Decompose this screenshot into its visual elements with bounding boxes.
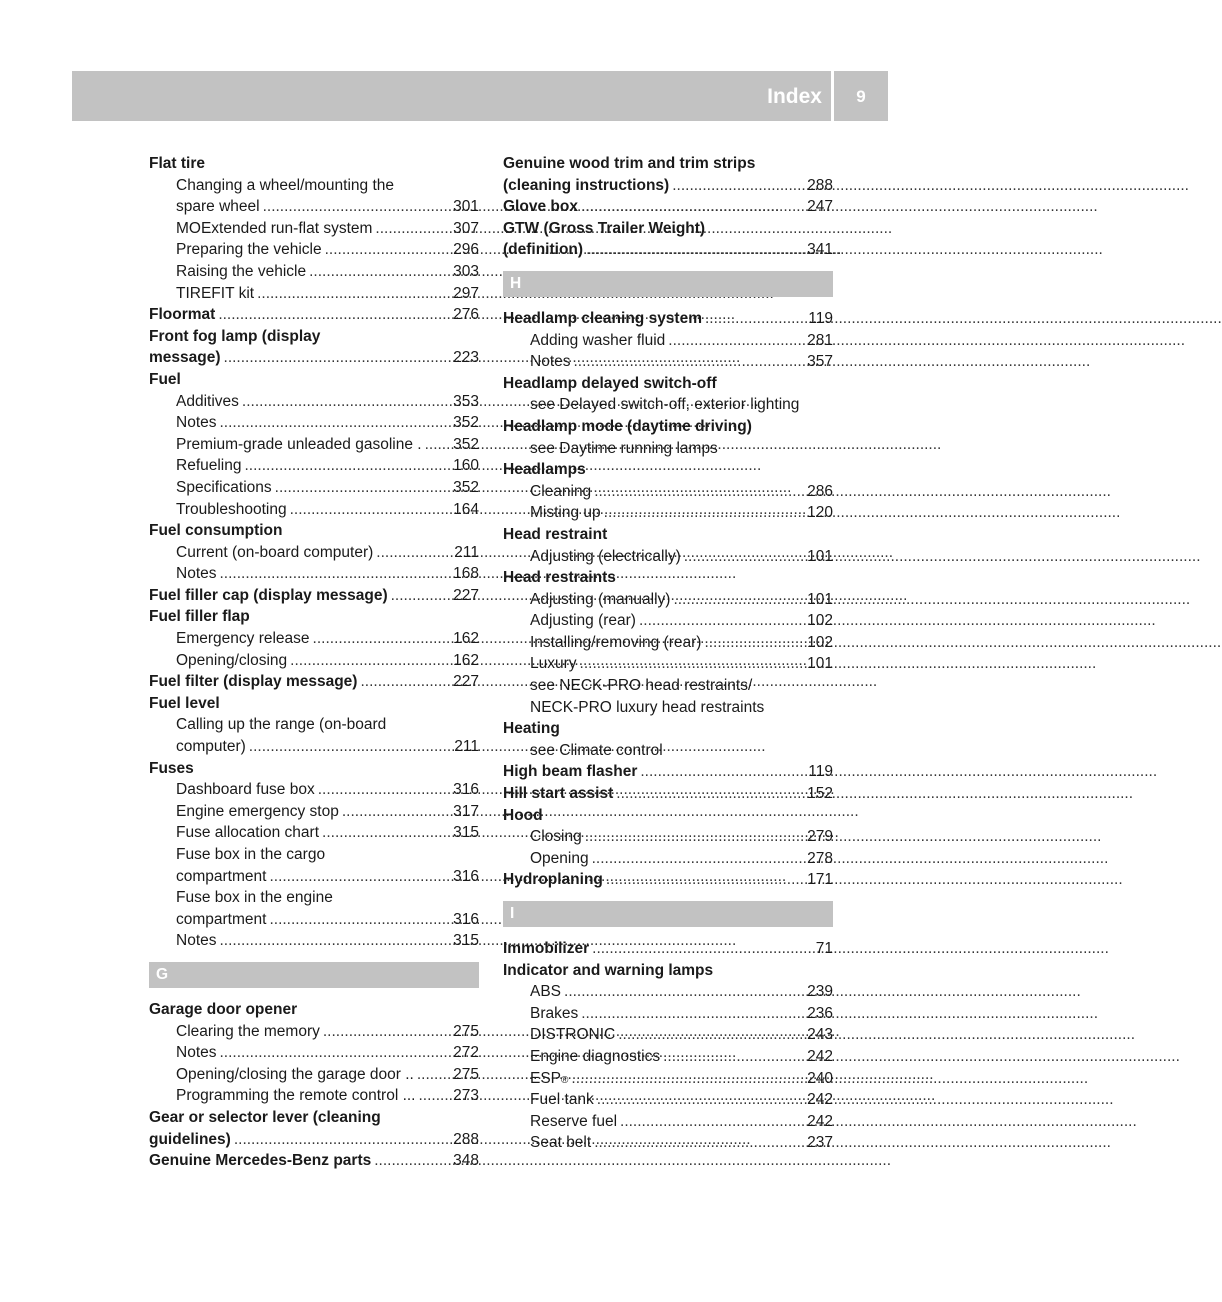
index-entry xyxy=(149,239,479,261)
index-heading: Headlamps xyxy=(503,461,586,479)
index-entry xyxy=(149,261,479,283)
page-reference-link[interactable]: 316 xyxy=(453,910,479,928)
index-entry xyxy=(503,481,833,503)
page-reference-link[interactable]: 352 xyxy=(453,435,479,453)
dot-leader xyxy=(668,330,804,352)
dot-leader xyxy=(245,455,451,477)
index-entry xyxy=(503,502,833,524)
index-entry xyxy=(503,1132,833,1154)
entry-label: Adjusting (manually) xyxy=(530,590,671,608)
section-letter: I xyxy=(503,901,833,927)
index-entry xyxy=(149,455,479,477)
dot-leader xyxy=(309,261,450,283)
dot-leader xyxy=(705,308,805,330)
page-reference-link[interactable]: 211 xyxy=(454,738,479,756)
dot-leader xyxy=(375,218,450,240)
entry-label: Emergency release xyxy=(176,630,310,648)
index-subentry: see Climate control xyxy=(530,741,663,759)
page-reference-link[interactable]: 278 xyxy=(807,849,833,867)
index-entry xyxy=(149,1021,479,1043)
entry-label: Closing xyxy=(530,828,582,846)
page-reference-link[interactable]: 120 xyxy=(807,504,833,522)
entry-label: ESP xyxy=(530,1069,562,1087)
index-heading: Fuel level xyxy=(149,694,220,712)
entry-label: Luxury xyxy=(530,655,577,673)
page-reference-link[interactable]: 275 xyxy=(453,1022,479,1040)
entry-label: TIREFIT kit xyxy=(176,284,255,302)
dot-leader xyxy=(220,412,451,434)
index-entry xyxy=(503,546,833,568)
index-column-right xyxy=(503,153,833,1154)
dot-leader xyxy=(249,736,452,758)
entry-label: ABS xyxy=(530,983,562,1001)
index-entry xyxy=(503,196,833,218)
index-entry xyxy=(149,628,479,650)
dot-leader xyxy=(597,1089,804,1111)
index-entry xyxy=(503,330,833,352)
dot-leader xyxy=(673,589,804,611)
entry-label: Programming the remote control ... xyxy=(176,1087,416,1105)
dot-leader xyxy=(290,499,451,521)
dot-leader xyxy=(592,848,805,870)
dot-leader xyxy=(581,196,804,218)
index-entry xyxy=(149,499,479,521)
dot-leader xyxy=(257,283,450,305)
page-reference-link[interactable]: 279 xyxy=(807,828,833,846)
index-subentry: see NECK-PRO head restraints/ xyxy=(530,677,753,695)
entry-label: computer) xyxy=(176,738,246,756)
page-reference-link[interactable]: 353 xyxy=(453,392,479,410)
entry-label: Fuel filler cap (display message) xyxy=(149,586,388,604)
index-heading: GTW (Gross Trailer Weight) xyxy=(503,219,706,237)
entry-label: Seat belt xyxy=(530,1134,592,1152)
dot-leader xyxy=(620,1111,804,1133)
entry-label: (definition) xyxy=(503,241,584,259)
page-reference-link[interactable]: 237 xyxy=(807,1134,833,1152)
entry-label: Brakes xyxy=(530,1004,579,1022)
index-entry xyxy=(149,1150,479,1172)
index-entry xyxy=(149,412,479,434)
dot-leader xyxy=(616,783,804,805)
entry-label: guidelines) xyxy=(149,1130,231,1148)
entry-label: Adjusting (electrically) xyxy=(530,547,681,565)
index-entry xyxy=(503,351,833,373)
index-entry xyxy=(503,848,833,870)
entry-label: Specifications xyxy=(176,478,272,496)
dot-leader xyxy=(325,239,451,261)
dot-leader xyxy=(290,650,450,672)
index-heading: Fuses xyxy=(149,759,194,777)
page-reference-link[interactable]: 273 xyxy=(453,1087,479,1105)
index-heading: Genuine wood trim and trim strips xyxy=(503,155,756,172)
entry-label: High beam flasher xyxy=(503,763,638,781)
entry-label: Misting up xyxy=(530,504,601,522)
entry-label: Installing/removing (rear) xyxy=(530,633,702,651)
dot-leader xyxy=(663,1046,804,1068)
entry-label: Genuine Mercedes-Benz parts xyxy=(149,1152,372,1170)
index-entry xyxy=(149,866,479,888)
page-reference-link[interactable]: 227 xyxy=(453,586,479,604)
index-entry xyxy=(503,783,833,805)
entry-label: Additives xyxy=(176,392,239,410)
entry-label: Troubleshooting xyxy=(176,500,287,518)
dot-leader xyxy=(220,1042,451,1064)
entry-label: Reserve fuel xyxy=(530,1112,618,1130)
dot-leader xyxy=(318,779,450,801)
index-entry xyxy=(149,218,479,240)
index-column-left xyxy=(149,153,479,1172)
page-reference-link[interactable]: 119 xyxy=(808,763,833,781)
dot-leader xyxy=(234,1129,450,1151)
page-reference-link[interactable]: 276 xyxy=(453,306,479,324)
dot-leader xyxy=(376,542,451,564)
entry-label: DISTRONIC xyxy=(530,1026,616,1044)
entry-label: Notes xyxy=(176,1044,217,1062)
index-entry xyxy=(503,1046,833,1068)
page-reference-link[interactable]: 296 xyxy=(453,241,479,259)
index-heading: Heating xyxy=(503,720,560,738)
page-reference-link[interactable]: 152 xyxy=(807,785,833,803)
dot-leader xyxy=(594,1132,804,1154)
dot-leader xyxy=(391,585,451,607)
section-letter: H xyxy=(503,271,833,297)
entry-label: compartment xyxy=(176,910,267,928)
entry-label: spare wheel xyxy=(176,198,260,216)
entry-label: compartment xyxy=(176,867,267,885)
index-subentry: NECK-PRO luxury head restraints xyxy=(530,698,765,716)
index-heading: Front fog lamp (display xyxy=(149,327,321,345)
dot-leader xyxy=(574,351,805,373)
dot-leader xyxy=(323,1021,450,1043)
index-heading: Headlamp delayed switch-off xyxy=(503,374,717,392)
dot-leader xyxy=(704,632,804,654)
index-entry xyxy=(503,653,833,675)
page-reference-link[interactable]: 348 xyxy=(453,1152,479,1170)
entry-label: Hydroplaning xyxy=(503,871,603,889)
index-entry xyxy=(149,650,479,672)
entry-label: Raising the vehicle xyxy=(176,262,307,280)
entry-label: Premium-grade unleaded gasoline . xyxy=(176,435,422,453)
page-reference-link[interactable]: 297 xyxy=(453,284,479,302)
index-heading: Garage door opener xyxy=(149,1000,298,1018)
entry-label: Floormat xyxy=(149,306,216,324)
index-entry xyxy=(503,869,833,891)
index-heading: Headlamp mode (daytime driving) xyxy=(503,417,752,435)
page-reference-link[interactable]: 239 xyxy=(807,983,833,1001)
page-reference-link[interactable]: 102 xyxy=(807,612,833,630)
index-heading: Indicator and warning lamps xyxy=(503,961,714,979)
page-reference-link[interactable]: 243 xyxy=(807,1026,833,1044)
page-reference-link[interactable]: 286 xyxy=(807,482,833,500)
dot-leader xyxy=(425,434,451,456)
page-reference-link[interactable]: 316 xyxy=(453,867,479,885)
page-reference-link[interactable]: 288 xyxy=(807,176,833,194)
index-entry xyxy=(149,391,479,413)
dot-leader xyxy=(585,826,804,848)
index-entry xyxy=(149,736,479,758)
index-entry xyxy=(149,671,479,693)
index-subentry: Calling up the range (on-board xyxy=(176,716,387,734)
dot-leader xyxy=(594,481,804,503)
index-entry xyxy=(503,1024,833,1046)
page-reference-link[interactable]: 357 xyxy=(807,353,833,371)
dot-leader xyxy=(564,981,804,1003)
page-number: 9 xyxy=(856,87,866,106)
dot-leader xyxy=(684,546,804,568)
page-reference-link[interactable]: 101 xyxy=(807,547,833,565)
index-entry xyxy=(149,196,479,218)
dot-leader xyxy=(580,653,805,675)
index-heading: Head restraint xyxy=(503,525,608,543)
index-heading: Flat tire xyxy=(149,155,205,172)
page-title: Index xyxy=(767,85,822,108)
dot-leader xyxy=(269,909,450,931)
page-reference-link[interactable]: 162 xyxy=(453,651,479,669)
index-heading: Hood xyxy=(503,806,543,824)
entry-label: Clearing the memory xyxy=(176,1022,320,1040)
page-reference-link[interactable]: 316 xyxy=(453,781,479,799)
entry-label: Cleaning xyxy=(530,482,592,500)
index-entry xyxy=(149,1129,479,1151)
entry-label: Adjusting (rear) xyxy=(530,612,636,630)
dot-leader xyxy=(360,671,450,693)
entry-label: Notes xyxy=(176,565,217,583)
index-entry xyxy=(503,981,833,1003)
dot-leader xyxy=(263,196,451,218)
dot-leader xyxy=(672,175,804,197)
index-entry xyxy=(503,239,833,261)
entry-label: Immobilizer xyxy=(503,940,590,957)
entry-label: Adding washer fluid xyxy=(530,331,666,349)
index-entry xyxy=(149,779,479,801)
page-reference-link[interactable]: 162 xyxy=(453,630,479,648)
index-entry: ESP ® ..... 240 xyxy=(503,1068,833,1090)
index-entry xyxy=(149,434,479,456)
entry-label: message) xyxy=(149,349,221,367)
entry-label: Fuel tank xyxy=(530,1091,594,1109)
index-subentry: see Daytime running lamps xyxy=(530,439,718,457)
page-reference-link[interactable]: 171 xyxy=(807,871,833,889)
page-reference-link[interactable]: 317 xyxy=(453,802,479,820)
page-reference-link[interactable]: 315 xyxy=(453,932,479,950)
page-reference-link[interactable]: 101 xyxy=(807,655,833,673)
page-reference-link[interactable]: 281 xyxy=(807,331,833,349)
index-entry xyxy=(503,589,833,611)
page-reference-link[interactable]: 101 xyxy=(807,590,833,608)
entry-label: Notes xyxy=(176,932,217,950)
index-entry xyxy=(149,801,479,823)
page-reference-link[interactable]: 272 xyxy=(453,1044,479,1062)
page-reference-link[interactable]: 301 xyxy=(453,198,479,216)
page-reference-link[interactable]: 240 xyxy=(807,1069,833,1087)
index-entry xyxy=(503,610,833,632)
page-reference-link[interactable]: 352 xyxy=(453,478,479,496)
index-entry xyxy=(503,175,833,197)
page-reference-link[interactable]: 242 xyxy=(807,1112,833,1130)
index-entry xyxy=(149,304,479,326)
dot-leader xyxy=(640,761,805,783)
page-reference-link[interactable]: 307 xyxy=(453,219,479,237)
dot-leader xyxy=(218,304,450,326)
index-entry xyxy=(149,930,479,952)
index-heading: Head restraints xyxy=(503,569,616,587)
index-entry xyxy=(149,477,479,499)
entry-label: Notes xyxy=(176,414,217,432)
entry-label: Glove box xyxy=(503,198,578,216)
entry-label: Headlamp cleaning system xyxy=(503,309,702,327)
page-reference-link[interactable]: 236 xyxy=(807,1004,833,1022)
dot-leader xyxy=(586,239,804,261)
index-entry xyxy=(503,1089,833,1111)
index-entry xyxy=(503,308,833,330)
page-reference-link[interactable]: 315 xyxy=(453,824,479,842)
dot-leader xyxy=(592,938,813,960)
index-entry xyxy=(503,632,833,654)
dot-leader xyxy=(606,869,804,891)
dot-leader xyxy=(417,1064,450,1086)
page-reference-link[interactable]: 275 xyxy=(453,1065,479,1083)
dot-leader xyxy=(220,930,451,952)
dot-leader xyxy=(275,477,450,499)
dot-leader xyxy=(618,1024,804,1046)
index-subentry: Changing a wheel/mounting the xyxy=(176,176,395,194)
dot-leader xyxy=(604,502,804,524)
index-entry xyxy=(149,283,479,305)
page-reference-link[interactable]: 71 xyxy=(815,940,833,957)
dot-leader xyxy=(639,610,804,632)
index-heading: Gear or selector lever (cleaning xyxy=(149,1108,381,1126)
entry-label: Preparing the vehicle xyxy=(176,241,322,259)
entry-label: Fuel filter (display message) xyxy=(149,673,358,691)
page-reference-link[interactable]: 119 xyxy=(808,309,833,327)
page-reference-link[interactable]: 102 xyxy=(807,633,833,651)
page-reference-link[interactable]: 160 xyxy=(453,457,479,475)
dot-leader xyxy=(581,1003,804,1025)
dot-leader xyxy=(224,347,451,369)
dot-leader xyxy=(342,801,450,823)
dot-leader xyxy=(322,822,450,844)
section-letter: G xyxy=(149,962,479,988)
dot-leader xyxy=(419,1085,451,1107)
index-entry xyxy=(149,563,479,585)
entry-label: Refueling xyxy=(176,457,242,475)
entry-label: Opening/closing the garage door .. xyxy=(176,1065,414,1083)
page-reference-link[interactable]: 168 xyxy=(453,565,479,583)
index-entry xyxy=(149,542,479,564)
index-entry xyxy=(149,1085,479,1107)
index-entry xyxy=(149,822,479,844)
index-entry xyxy=(503,761,833,783)
entry-label: Engine diagnostics xyxy=(530,1047,661,1065)
dot-leader xyxy=(242,391,450,413)
dot-leader xyxy=(313,628,451,650)
dot-leader xyxy=(220,563,451,585)
page-reference-link[interactable]: 211 xyxy=(454,543,479,561)
dot-leader xyxy=(571,1068,804,1090)
entry-label: Dashboard fuse box xyxy=(176,781,315,799)
page-reference-link[interactable]: 242 xyxy=(807,1091,833,1109)
index-subentry: see Delayed switch-off, exterior lighting xyxy=(530,396,800,414)
index-heading: Fuel filler flap xyxy=(149,608,250,626)
index-heading: Fuel consumption xyxy=(149,522,283,540)
entry-label: Current (on-board computer) xyxy=(176,543,374,561)
entry-label: Opening/closing xyxy=(176,651,288,669)
dot-leader xyxy=(269,866,450,888)
index-heading: Fuel xyxy=(149,370,181,388)
page-reference-link[interactable]: 247 xyxy=(807,198,833,216)
page-reference-link[interactable]: 288 xyxy=(453,1130,479,1148)
page-reference-link[interactable]: 341 xyxy=(807,241,833,259)
index-subentry: Fuse box in the engine xyxy=(176,889,333,907)
page-reference-link[interactable]: 303 xyxy=(453,262,479,280)
index-entry xyxy=(149,347,479,369)
index-entry xyxy=(503,826,833,848)
page-reference-link[interactable]: 223 xyxy=(453,349,479,367)
entry-label: MOExtended run-flat system xyxy=(176,219,373,237)
index-entry xyxy=(503,1003,833,1025)
dot-leader xyxy=(374,1150,450,1172)
index-entry xyxy=(149,1042,479,1064)
entry-label: (cleaning instructions) xyxy=(503,176,670,194)
page-reference-link[interactable]: 242 xyxy=(807,1047,833,1065)
page-reference-link[interactable]: 352 xyxy=(453,414,479,432)
page-reference-link[interactable]: 164 xyxy=(453,500,479,518)
index-entry xyxy=(149,909,479,931)
page-reference-link[interactable]: 227 xyxy=(453,673,479,691)
entry-label: Hill start assist xyxy=(503,785,614,803)
index-entry xyxy=(149,1064,479,1086)
index-entry xyxy=(503,1111,833,1133)
entry-label: Notes xyxy=(530,353,571,371)
entry-label: Engine emergency stop xyxy=(176,802,339,820)
index-subentry: Fuse box in the cargo xyxy=(176,846,326,863)
index-entry xyxy=(149,585,479,607)
entry-label: Opening xyxy=(530,849,589,867)
index-entry xyxy=(503,938,833,960)
entry-label: Fuse allocation chart xyxy=(176,824,320,842)
